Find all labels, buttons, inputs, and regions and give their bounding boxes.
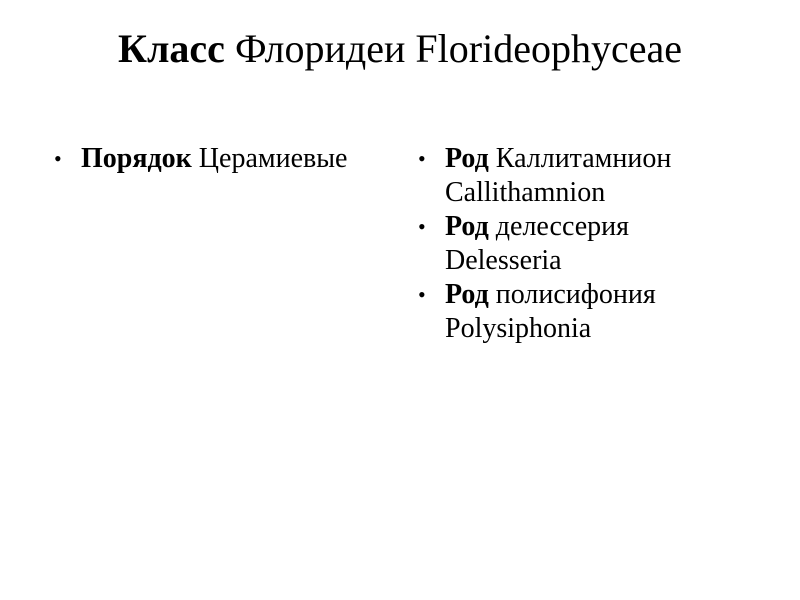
list-item bbox=[416, 210, 786, 278]
item-text: Каллитамнион bbox=[495, 143, 672, 174]
item-bold: Род bbox=[445, 143, 489, 174]
list-item bbox=[416, 278, 786, 346]
item-latin: Delesseria bbox=[445, 245, 562, 276]
right-bullet-list bbox=[416, 142, 786, 346]
left-bullet-list bbox=[52, 142, 402, 176]
list-item bbox=[416, 142, 786, 210]
item-text: полисифония bbox=[495, 279, 656, 310]
item-text: делессерия bbox=[495, 211, 630, 242]
bullet-icon: • bbox=[418, 146, 426, 171]
item-bold: Род bbox=[445, 279, 489, 310]
bullet-icon: • bbox=[418, 214, 426, 239]
item-bold: Порядок bbox=[81, 143, 192, 174]
slide-title bbox=[0, 24, 800, 74]
list-item bbox=[52, 142, 402, 176]
item-bold: Род bbox=[445, 211, 489, 242]
item-text: Церамиевые bbox=[198, 143, 348, 174]
bullet-icon: • bbox=[418, 282, 426, 307]
bullet-icon: • bbox=[54, 146, 62, 171]
item-latin: Callithamnion bbox=[445, 177, 606, 208]
title-rest: Флоридеи Florideophyceae bbox=[234, 26, 682, 71]
item-latin: Polysiphonia bbox=[445, 313, 592, 344]
title-bold: Класс bbox=[117, 26, 225, 71]
